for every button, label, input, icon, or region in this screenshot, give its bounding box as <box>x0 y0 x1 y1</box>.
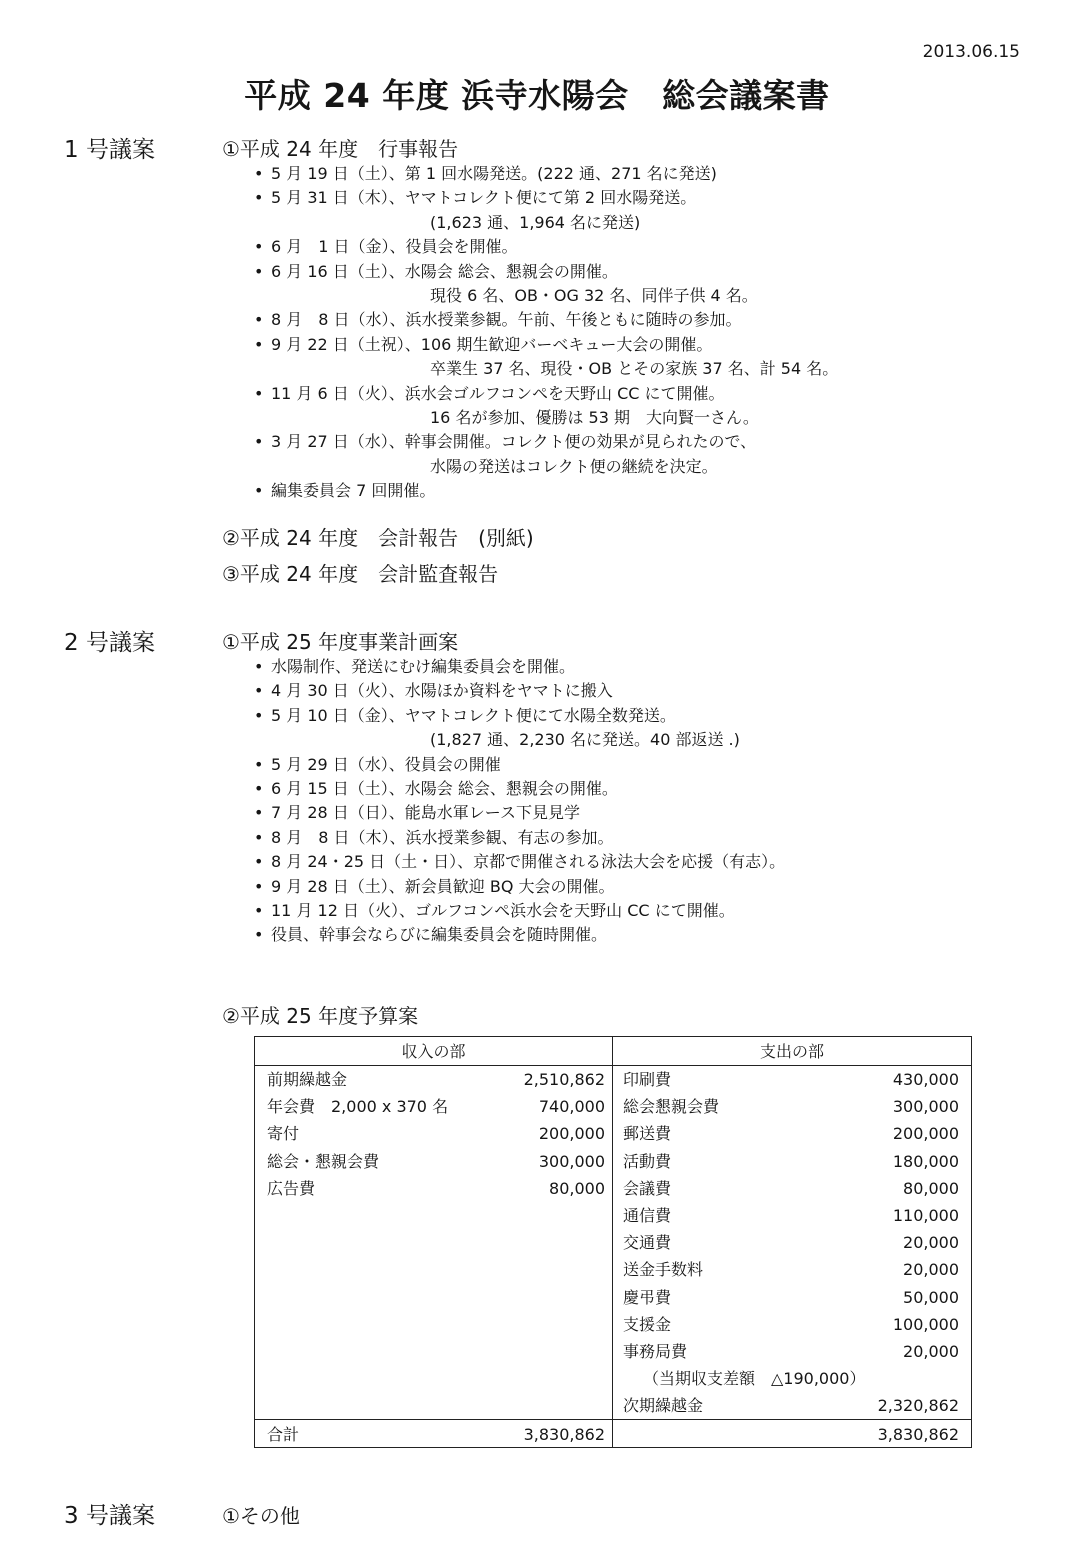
expense-row <box>623 1093 959 1120</box>
expense-amount: 300,000 <box>892 1097 959 1117</box>
expense-amount: 20,000 <box>903 1342 959 1361</box>
list-item-text: 6 月 1 日（金）、役員会を開催。 <box>271 237 518 257</box>
list-item <box>254 679 785 703</box>
expense-amount: 100,000 <box>892 1314 959 1334</box>
income-label: 寄付 <box>267 1124 300 1144</box>
bullet-icon: • <box>254 925 264 945</box>
income-row <box>267 1148 605 1175</box>
income-label: 総会・懇親会費 <box>267 1151 380 1171</box>
list-item-text: 5 月 10 日（金）、ヤマトコレクト便にて水陽全数発送。 <box>271 705 676 725</box>
income-label: 年会費 2,000 x 370 名 <box>267 1097 449 1117</box>
expense-label: 慶弔費 <box>623 1287 672 1307</box>
list-item-text: 9 月 22 日（土祝）、106 期生歓迎バーベキュー大会の開催。 <box>271 334 713 354</box>
list-item-text: 役員、幹事会ならびに編集委員会を随時開催。 <box>271 925 608 945</box>
income-amount: 740,000 <box>538 1097 605 1117</box>
income-amount: 80,000 <box>549 1178 605 1198</box>
bullet-icon: • <box>254 237 264 257</box>
expense-row <box>623 1175 959 1202</box>
expense-amount: 80,000 <box>903 1178 959 1198</box>
list-item <box>254 704 785 753</box>
list-item <box>254 333 838 382</box>
agenda1-label: 1 号議案 <box>64 137 155 163</box>
list-item <box>254 235 838 259</box>
list-item <box>254 923 785 947</box>
agenda1-item-list <box>254 162 838 504</box>
list-item-text: 11 月 6 日（火）、浜水会ゴルフコンペを天野山 CC にて開催。 <box>271 383 725 403</box>
list-item-text: 7 月 28 日（日）、能島水軍レース下見見学 <box>271 803 580 823</box>
list-item-text: 4 月 30 日（火）、水陽ほか資料をヤマトに搬入 <box>271 681 613 701</box>
bullet-icon: • <box>254 310 264 330</box>
bullet-icon: • <box>254 705 264 725</box>
bullet-icon: • <box>254 803 264 823</box>
list-item <box>254 162 838 186</box>
income-header: 収入の部 <box>401 1042 466 1061</box>
expense-total: 3,830,862 <box>877 1425 959 1444</box>
expense-amount: 430,000 <box>892 1070 959 1089</box>
bullet-icon: • <box>254 261 264 281</box>
income-row <box>267 1066 605 1093</box>
list-item-text: 9 月 28 日（土）、新会員歓迎 BQ 大会の開催。 <box>271 876 615 896</box>
expense-row <box>623 1284 959 1311</box>
expense-label: 支援金 <box>623 1314 672 1334</box>
bullet-icon: • <box>254 164 264 183</box>
bullet-icon: • <box>254 657 264 676</box>
budget-column-divider <box>612 1037 613 1447</box>
income-amount: 200,000 <box>538 1124 605 1144</box>
list-item-text: 8 月 8 日（木）、浜水授業参観、有志の参加。 <box>271 827 614 847</box>
expense-row <box>623 1066 959 1093</box>
list-item <box>254 875 785 899</box>
agenda1-section2-title: ②平成 24 年度 会計報告 (別紙) <box>222 526 534 550</box>
expense-label: 通信費 <box>623 1206 672 1225</box>
budget-table <box>254 1036 972 1448</box>
expense-label: 交通費 <box>623 1233 672 1253</box>
bullet-icon: • <box>254 383 264 403</box>
expense-row <box>623 1202 959 1229</box>
expense-label: 印刷費 <box>623 1070 672 1089</box>
agenda3-label: 3 号議案 <box>64 1503 155 1529</box>
bullet-icon: • <box>254 481 264 501</box>
expense-amount: 110,000 <box>892 1206 959 1225</box>
expense-label: 送金手数料 <box>623 1260 704 1280</box>
expense-row <box>623 1311 959 1338</box>
expense-label: 事務局費 <box>623 1342 688 1361</box>
list-item-text: 編集委員会 7 回開催。 <box>271 481 436 501</box>
agenda2-section2-title: ②平成 25 年度予算案 <box>222 1004 419 1028</box>
bullet-icon: • <box>254 681 264 701</box>
list-item <box>254 260 838 309</box>
income-amount: 2,510,862 <box>523 1070 605 1089</box>
list-item <box>254 186 838 235</box>
list-item-text: 6 月 15 日（土）、水陽会 総会、懇親会の開催。 <box>271 779 618 799</box>
expense-amount: 200,000 <box>892 1124 959 1144</box>
expense-row <box>623 1338 959 1365</box>
agenda3-section1-title: ①その他 <box>222 1504 300 1528</box>
list-item-text: 3 月 27 日（水）、幹事会開催。コレクト便の効果が見られたので、 <box>271 432 757 452</box>
income-label: 前期繰越金 <box>267 1070 348 1089</box>
income-total: 3,830,862 <box>523 1425 605 1444</box>
expense-label: 総会懇親会費 <box>623 1097 720 1117</box>
income-total-row <box>267 1421 605 1448</box>
expense-label: 会議費 <box>623 1178 672 1198</box>
list-item-subtext: 現役 6 名、OB・OG 32 名、同伴子供 4 名。 <box>430 286 758 306</box>
expense-row <box>623 1256 959 1283</box>
list-item-subtext: (1,623 通、1,964 名に発送) <box>430 212 641 232</box>
list-item <box>254 479 838 503</box>
agenda1-section1-title: ①平成 24 年度 行事報告 <box>222 137 459 161</box>
expense-header: 支出の部 <box>759 1042 824 1061</box>
list-item <box>254 850 785 874</box>
list-item <box>254 430 838 479</box>
list-item <box>254 308 838 332</box>
expense-label: 次期繰越金 <box>623 1396 704 1416</box>
expense-row <box>623 1365 959 1392</box>
bullet-icon: • <box>254 876 264 896</box>
list-item <box>254 753 785 777</box>
agenda2-label: 2 号議案 <box>64 630 155 656</box>
agenda2-section1-title: ①平成 25 年度事業計画案 <box>222 630 459 654</box>
bullet-icon: • <box>254 827 264 847</box>
income-row <box>267 1175 605 1202</box>
expense-amount: 2,320,862 <box>877 1396 959 1416</box>
income-label: 広告費 <box>267 1178 316 1198</box>
list-item <box>254 382 838 431</box>
list-item-text: 5 月 31 日（木）、ヤマトコレクト便にて第 2 回水陽発送。 <box>271 188 697 208</box>
expense-total-row <box>623 1421 959 1448</box>
list-item-text: 5 月 29 日（水）、役員会の開催 <box>271 754 501 774</box>
list-item-subtext: 水陽の発送はコレクト便の継続を決定。 <box>430 456 718 476</box>
expense-row <box>623 1229 959 1256</box>
agenda1-section3-title: ③平成 24 年度 会計監査報告 <box>222 562 499 586</box>
document-date: 2013.06.15 <box>922 42 1020 62</box>
list-item <box>254 655 785 679</box>
bullet-icon: • <box>254 901 264 921</box>
bullet-icon: • <box>254 188 264 208</box>
total-label: 合計 <box>267 1425 300 1444</box>
list-item <box>254 801 785 825</box>
list-item-text: 水陽制作、発送にむけ編集委員会を開催。 <box>271 657 576 676</box>
list-item <box>254 826 785 850</box>
income-row <box>267 1093 605 1120</box>
bullet-icon: • <box>254 334 264 354</box>
expense-label: 活動費 <box>623 1151 672 1171</box>
bullet-icon: • <box>254 754 264 774</box>
list-item <box>254 899 785 923</box>
income-amount: 300,000 <box>538 1151 605 1171</box>
bullet-icon: • <box>254 852 264 872</box>
expense-row <box>623 1120 959 1147</box>
list-item-text: 8 月 24・25 日（土・日）、京都で開催される泳法大会を応援（有志）。 <box>271 852 786 872</box>
list-item-subtext: 卒業生 37 名、現役・OB とその家族 37 名、計 54 名。 <box>430 359 839 379</box>
expense-row <box>623 1148 959 1175</box>
expense-amount: 180,000 <box>892 1151 959 1171</box>
expense-label: 郵送費 <box>623 1124 672 1144</box>
expense-label: （当期収支差額 △190,000） <box>643 1369 866 1389</box>
page-title: 平成 24 年度 浜寺水陽会 総会議案書 <box>244 76 830 115</box>
bullet-icon: • <box>254 779 264 799</box>
expense-row <box>623 1392 959 1419</box>
list-item <box>254 777 785 801</box>
list-item-text: 11 月 12 日（火）、ゴルフコンペ浜水会を天野山 CC にて開催。 <box>271 901 735 921</box>
income-row <box>267 1120 605 1147</box>
expense-amount: 20,000 <box>903 1233 959 1253</box>
list-item-subtext: (1,827 通、2,230 名に発送。40 部返送 .) <box>430 730 740 750</box>
expense-amount: 20,000 <box>903 1260 959 1280</box>
bullet-icon: • <box>254 432 264 452</box>
list-item-text: 8 月 8 日（水）、浜水授業参観。午前、午後ともに随時の参加。 <box>271 310 742 330</box>
expense-amount: 50,000 <box>903 1287 959 1307</box>
agenda2-item-list <box>254 655 785 948</box>
list-item-subtext: 16 名が参加、優勝は 53 期 大向賢一さん。 <box>430 408 759 428</box>
list-item-text: 5 月 19 日（土）、第 1 回水陽発送。(222 通、271 名に発送) <box>271 164 717 183</box>
list-item-text: 6 月 16 日（土）、水陽会 総会、懇親会の開催。 <box>271 261 618 281</box>
